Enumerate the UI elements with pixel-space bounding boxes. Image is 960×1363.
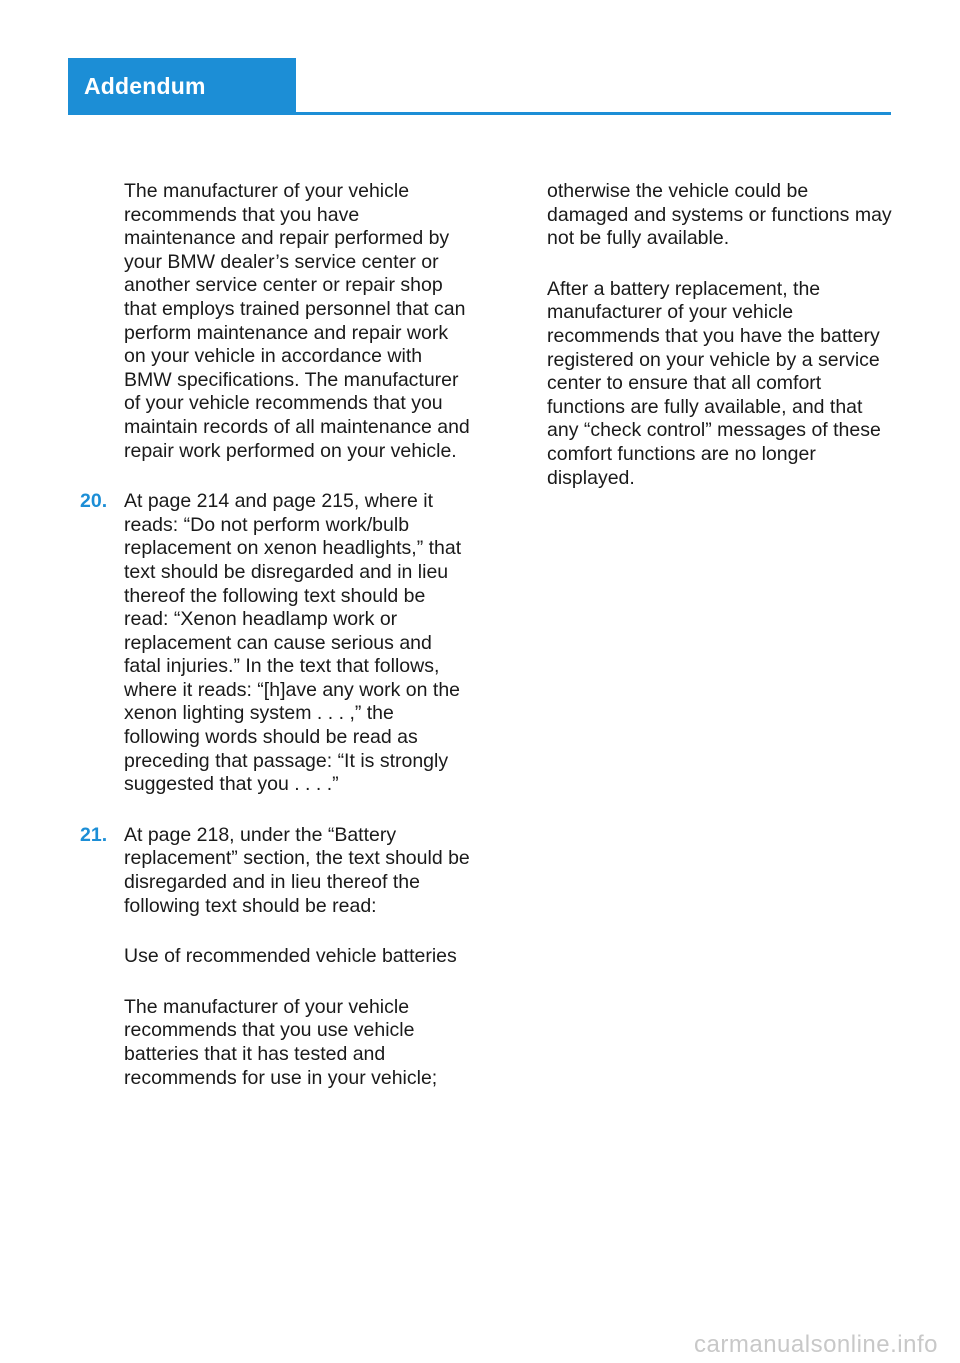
section-title: Addendum (84, 72, 206, 99)
continuation-paragraph: otherwise the vehicle could be damaged and systems or functions may not be fully available. (547, 180, 892, 250)
header-rule (68, 112, 891, 115)
battery-registration-paragraph: After a battery replacement, the manufacturer of your vehicle recommends that you have the battery registered on your vehicle by a service center to ensure that all comfort functions are fully available, and that any “check control” messages of these comfort functions are no longer displayed. (547, 277, 881, 489)
watermark-text: carmanualsonline.info (694, 1331, 938, 1358)
intro-paragraph: The manufacturer of your vehicle recommends that you have maintenance and repair performed by your BMW dealer’s service center or another service center or repair shop that employs trained personnel that can perform maintenance and repair work on your vehicle in accordance with BMW specifications. The manufacturer of your vehicle recommends that you maintain records of all maintenance and repair work performed on your vehicle. (124, 180, 470, 462)
list-item-21 (75, 824, 470, 918)
section-header-tab (68, 58, 296, 114)
item-text: At page 214 and page 215, where it reads: “Do not perform work/bulb replacement on xenon headlights,” that text should be disregarded and in lieu thereof the following text should be read: “Xenon headlamp work or replacement can cause serious and fatal injuries.” In the text that follows, where it reads: “[h]ave any work on the xenon lighting system . . . ,” the following words should be read as preceding that passage: “It is strongly suggested that you . . . .” (124, 490, 462, 796)
battery-subheading: Use of recommended vehicle batteries (124, 945, 457, 968)
battery-paragraph: The manufacturer of your vehicle recommends that you use vehicle batteries that it has tested and recommends for use in your vehicle; (124, 995, 438, 1089)
left-column (75, 180, 470, 1117)
item-text: At page 218, under the “Battery replacement” section, the text should be disregarded and in lieu thereof the following text should be read: (124, 823, 470, 917)
list-item-20 (75, 490, 470, 797)
item-number: 21. (80, 823, 108, 846)
item-number: 20. (80, 490, 108, 513)
right-column (547, 180, 892, 517)
